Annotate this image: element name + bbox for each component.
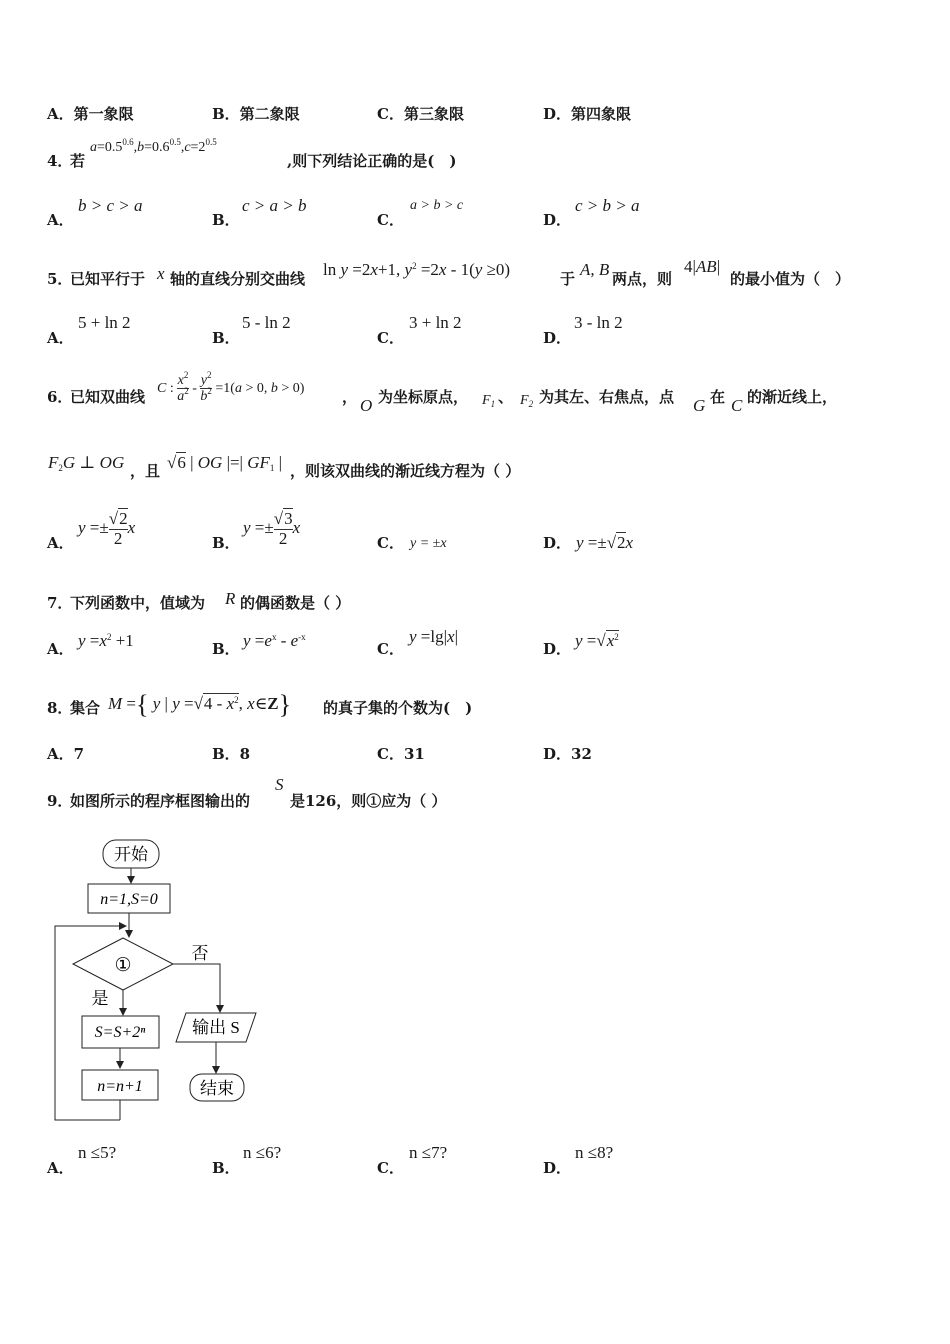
q3-option-a: A．第一象限 bbox=[47, 105, 134, 123]
q6-option-d: y =±√2x bbox=[576, 533, 634, 552]
flow-no-arrow bbox=[173, 964, 220, 1012]
q7-text-1: 下列函数中，值域为 bbox=[70, 594, 206, 612]
q9-option-b: n ≤6? bbox=[243, 1143, 282, 1162]
flow-end-label: 结束 bbox=[200, 1079, 234, 1098]
q6-text-2: ， bbox=[342, 388, 358, 406]
q9-label-d: D． bbox=[543, 1159, 572, 1177]
q8-option-c: C．31 bbox=[377, 745, 425, 763]
q6-number: 6． bbox=[47, 388, 73, 406]
q5-text-4: 两点，则 bbox=[612, 270, 673, 288]
q6-text-3: 为坐标原点， bbox=[378, 388, 469, 406]
q7-text-2: 的偶函数是（ ） bbox=[240, 594, 351, 612]
flow-update-n-label: n=n+1 bbox=[97, 1078, 143, 1095]
q7-r: R bbox=[225, 589, 236, 608]
q4-option-a: b > c > a bbox=[78, 196, 143, 215]
flow-no-label: 否 bbox=[191, 944, 209, 963]
q5-option-c: 3 + ln 2 bbox=[409, 313, 462, 332]
q9-number: 9． bbox=[47, 792, 73, 810]
q3-option-c: C．第三象限 bbox=[377, 105, 464, 123]
q6-hyperbola: C : $\frac{x^2}{a^2}$ - $\frac{y^2}{b^2}$ =1(a > 0, b > 0) bbox=[157, 370, 305, 405]
q9-option-d: n ≤8? bbox=[575, 1143, 614, 1162]
q4-prefix: 若 bbox=[70, 152, 86, 170]
q7-option-c: y =lg|x| bbox=[409, 627, 458, 646]
q8-option-a: A．7 bbox=[47, 745, 85, 763]
q8-text-1: 集合 bbox=[70, 699, 101, 717]
q5-label-a: A． bbox=[47, 329, 74, 347]
flow-yes-label: 是 bbox=[91, 989, 109, 1008]
q7-label-b: B． bbox=[212, 640, 240, 658]
q5-number: 5． bbox=[47, 270, 73, 288]
q4-option-d: c > b > a bbox=[575, 196, 640, 215]
q7-number: 7． bbox=[47, 594, 73, 612]
q9-label-b: B． bbox=[212, 1159, 240, 1177]
q6-text-9: ，则该双曲线的渐近线方程为（ ） bbox=[290, 462, 521, 480]
q8-set-expression: M ={ y | $y =√4 - x^2$, x∈Z} bbox=[108, 690, 292, 719]
q5-label-d: D． bbox=[543, 329, 572, 347]
q4-expression: $a=0.5^{0.6},b=0.6^{0.5},c=2^{0.5}$ bbox=[90, 137, 217, 155]
q4-option-c: a > b > c bbox=[410, 198, 464, 213]
flowchart bbox=[40, 830, 280, 1130]
q7-option-d: $y =√x^2$ bbox=[575, 631, 619, 650]
q6-text-5: 为其左、右焦点，点 bbox=[539, 388, 675, 406]
q9-text-1: 如图所示的程序框图输出的 bbox=[70, 792, 251, 810]
q6-text-7: 的渐近线上， bbox=[747, 388, 838, 406]
q5-option-b: 5 - ln 2 bbox=[242, 313, 291, 332]
q5-text-1: 已知平行于 bbox=[70, 270, 146, 288]
q7-option-a: $y =x^2 +1$ bbox=[78, 631, 134, 650]
q7-label-c: C． bbox=[377, 640, 404, 658]
flow-output-label: 输出 S bbox=[192, 1018, 240, 1037]
q4-number: 4． bbox=[47, 152, 73, 170]
flow-update-s-label: S=S+2ⁿ bbox=[94, 1024, 146, 1041]
q9-text-2: 是126，则①应为（ ） bbox=[290, 792, 447, 810]
q4-label-d: D． bbox=[543, 211, 572, 229]
q5-text-5: 的最小值为（ ） bbox=[730, 270, 851, 288]
q6-focus-1: $F_1$ bbox=[482, 393, 496, 409]
q5-curves: ln y =2x+1, $y^2 =2x - 1(y \ge 0)$ bbox=[323, 260, 511, 279]
q5-label-b: B． bbox=[212, 329, 240, 347]
q8-text-2: 的真子集的个数为( ) bbox=[323, 699, 473, 717]
flow-condition-label: ① bbox=[114, 955, 132, 976]
q8-option-b: B．8 bbox=[212, 745, 251, 763]
q6-label-c: C． bbox=[377, 534, 404, 552]
q6-text-6: 在 bbox=[710, 388, 726, 406]
q9-s-var: S bbox=[275, 775, 284, 794]
q8-option-d: D．32 bbox=[543, 745, 592, 763]
q8-number: 8． bbox=[47, 699, 73, 717]
q6-option-a: y =± $\frac{√2}{2}$ x bbox=[78, 509, 136, 548]
q5-expression: 4|AB| bbox=[684, 257, 721, 276]
q4-option-b: c > a > b bbox=[242, 196, 307, 215]
q7-option-b: $y =e^x - e^{-x}$ bbox=[243, 631, 306, 650]
q6-label-a: A． bbox=[47, 534, 74, 552]
q6-condition-1: $F_2G$ ⊥ OG bbox=[48, 453, 125, 473]
q3-option-b: B．第二象限 bbox=[212, 105, 300, 123]
q6-focus-2: $F_2$ bbox=[520, 393, 534, 409]
q6-origin: O bbox=[360, 396, 373, 415]
q9-option-a: n ≤5? bbox=[78, 1143, 117, 1162]
q9-label-c: C． bbox=[377, 1159, 404, 1177]
q5-option-a: 5 + ln 2 bbox=[78, 313, 131, 332]
q6-condition-2: √6 | OG |=| $GF_1$ | bbox=[167, 453, 283, 473]
q4-label-c: C． bbox=[377, 211, 404, 229]
q6-text-4: 、 bbox=[498, 388, 514, 406]
q6-option-b: y =± $\frac{√3}{2}$ x bbox=[243, 509, 301, 548]
q6-option-c: y = ±x bbox=[410, 536, 447, 551]
q6-text-1: 已知双曲线 bbox=[70, 388, 146, 406]
q4-label-b: B． bbox=[212, 211, 240, 229]
q6-label-d: D． bbox=[543, 534, 572, 552]
q4-suffix: ,则下列结论正确的是( ) bbox=[287, 152, 457, 170]
q5-text-3: 于 bbox=[560, 270, 576, 288]
q4-label-a: A． bbox=[47, 211, 74, 229]
q5-label-c: C． bbox=[377, 329, 404, 347]
flow-start-label: 开始 bbox=[114, 845, 148, 864]
q3-option-d: D．第四象限 bbox=[543, 105, 632, 123]
q6-point-g: G bbox=[693, 396, 706, 415]
q5-option-d: 3 - ln 2 bbox=[574, 313, 623, 332]
q9-option-c: n ≤7? bbox=[409, 1143, 448, 1162]
q5-text-2: 轴的直线分别交曲线 bbox=[170, 270, 306, 288]
q5-points: A, B bbox=[580, 260, 610, 279]
q6-text-8: ，且 bbox=[130, 462, 161, 480]
flow-init-label: n=1,S=0 bbox=[100, 891, 158, 908]
q9-label-a: A． bbox=[47, 1159, 74, 1177]
q7-label-d: D． bbox=[543, 640, 572, 658]
q7-label-a: A． bbox=[47, 640, 74, 658]
q6-label-b: B． bbox=[212, 534, 240, 552]
q5-x-var: x bbox=[157, 264, 165, 283]
q6-curve-c: C bbox=[731, 396, 743, 415]
